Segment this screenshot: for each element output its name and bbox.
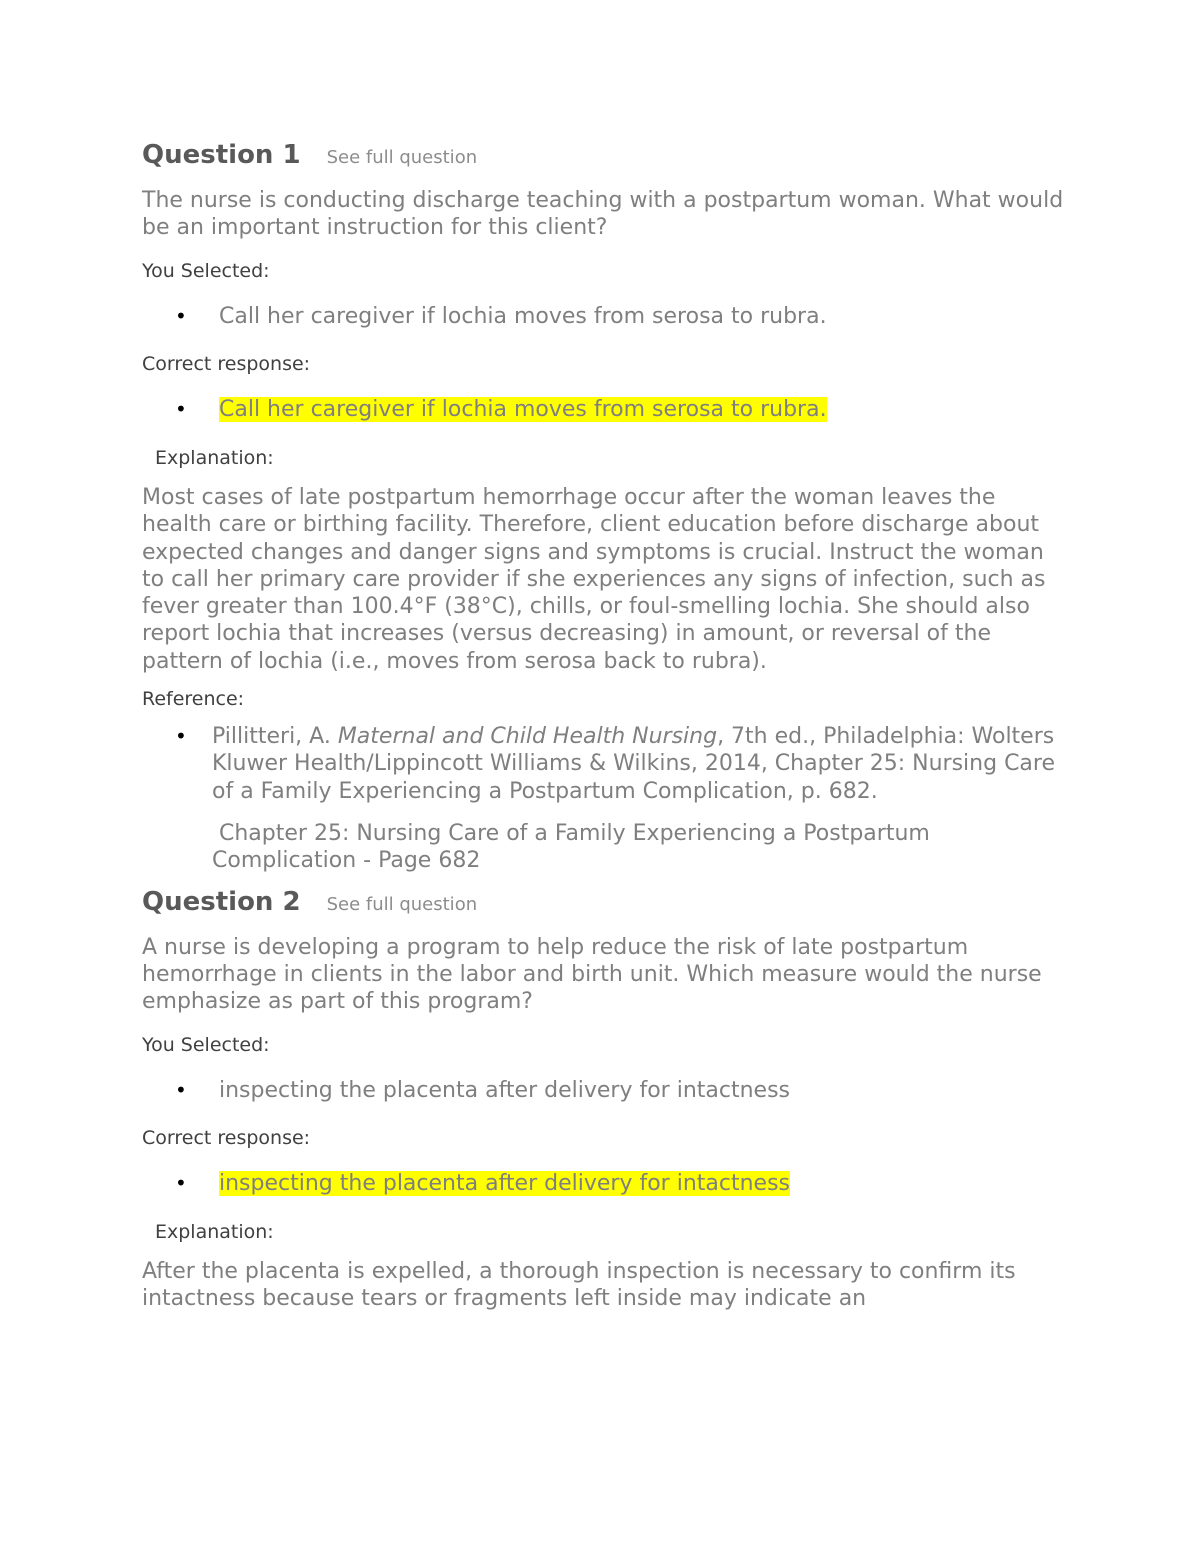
correct-response-label: Correct response:	[142, 1126, 311, 1149]
selected-answer-text: Call her caregiver if lochia moves from serosa to rubra.	[219, 304, 827, 329]
explanation-text: Most cases of late postpartum hemorrhage occur after the woman leaves the health care or birthing facility. Therefore, client education before discharge about expected changes and danger signs and symptoms is crucial. Instruct the woman to call her primary care provider if she experiences any signs of infection, such as fever greater than 100.4°F (38°C), chills, or foul-smelling lochia. She should also report lochia that increases (versus decreasing) in amount, or reversal of the pattern of lochia (i.e., moves from serosa back to rubra).	[142, 485, 1046, 674]
explanation-label: Explanation:	[155, 447, 274, 469]
question-1-title: Question 1	[142, 140, 301, 170]
correct-answer	[142, 1171, 1072, 1196]
reference-book-title: Maternal and Child Health Nursing	[337, 724, 718, 750]
reference-note: Chapter 25: Nursing Care of a Family Experiencing a Postpartum Complication - Page 682	[212, 820, 930, 874]
explanation-label: Explanation:	[155, 1220, 274, 1243]
bullet-icon: •	[175, 1170, 187, 1195]
you-selected-label: You Selected:	[142, 260, 270, 282]
correct-answer-text: inspecting the placenta after delivery for intactness	[219, 1170, 790, 1196]
question-1-header	[142, 140, 1072, 170]
selected-answer	[142, 304, 1072, 329]
correct-response-label: Correct response:	[142, 353, 311, 375]
reference-author: Pillitteri, A.	[212, 724, 331, 750]
selected-answer-text: inspecting the placenta after delivery for intactness	[219, 1077, 790, 1103]
reference-item	[142, 723, 1072, 874]
question-1-text: The nurse is conducting discharge teaching with a postpartum woman. What would be an important instruction for this client?	[142, 188, 1064, 240]
document-page	[142, 140, 1072, 1312]
explanation-text: After the placenta is expelled, a thorough inspection is necessary to confirm its intactness because tears or fragments left inside may indicate an	[142, 1258, 1016, 1311]
question-2-title: Question 2	[142, 886, 301, 917]
correct-answer	[142, 397, 1072, 422]
correct-answer-text: Call her caregiver if lochia moves from serosa to rubra.	[219, 397, 827, 422]
see-full-question-link[interactable]: See full question	[326, 147, 478, 168]
question-2-text: A nurse is developing a program to help reduce the risk of late postpartum hemorrhage in clients in the labor and birth unit. Which measure would the nurse emphasize as part of this program?	[142, 934, 1042, 1014]
reference-label: Reference:	[142, 688, 245, 711]
bullet-icon: •	[175, 397, 187, 421]
bullet-icon: •	[175, 724, 187, 749]
reference-details: , 7th ed., Philadelphia: Wolters Kluwer Health/Lippincott Williams & Wilkins, 2014, Chapter 25: Nursing Care of a Family Experiencing a Postpartum Complication, p. 682.	[212, 724, 1056, 804]
question-2-header	[142, 887, 1072, 917]
you-selected-label: You Selected:	[142, 1033, 270, 1056]
bullet-icon: •	[175, 304, 187, 328]
see-full-question-link[interactable]: See full question	[326, 893, 478, 915]
bullet-icon: •	[175, 1077, 187, 1102]
selected-answer	[142, 1078, 1072, 1103]
